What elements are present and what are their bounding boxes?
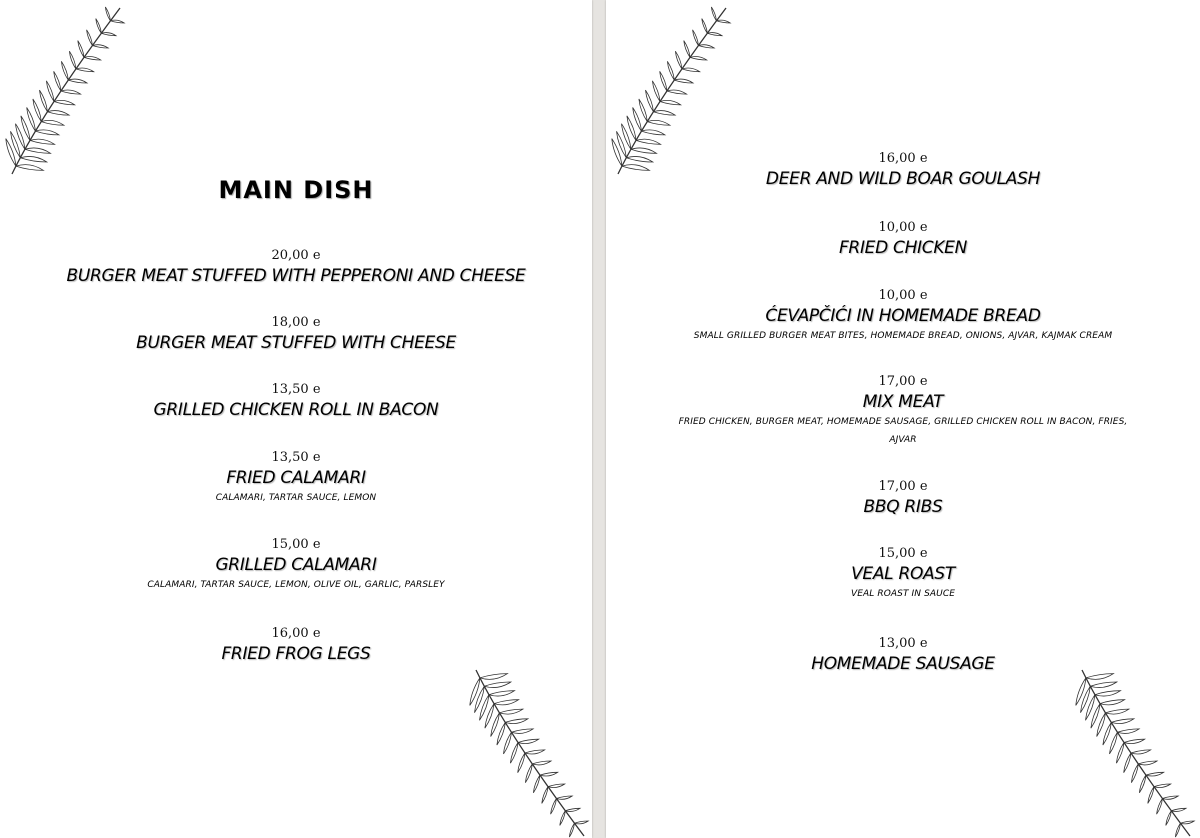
item-name: MIX MEAT — [862, 392, 944, 412]
item-description: VEAL ROAST IN SAUCE — [850, 589, 955, 599]
sprig-leaf — [61, 90, 81, 94]
sprig-leaf — [1116, 743, 1124, 764]
sprig-leaf — [1110, 732, 1118, 754]
sprig-leaf — [652, 81, 660, 102]
sprig-leaf — [636, 139, 661, 144]
sprig-leaf — [1076, 678, 1086, 706]
sprig-leaf — [1095, 691, 1121, 696]
menu-item — [606, 220, 1200, 259]
menu-page-right — [606, 0, 1200, 838]
sprig-leaf — [633, 108, 642, 132]
sprig-leaf — [61, 61, 68, 80]
sprig-leaf — [11, 131, 21, 158]
sprig-leaf — [646, 90, 654, 112]
sprig-leaf — [110, 20, 124, 23]
sprig-leaf — [92, 45, 108, 48]
sprig-leaf — [76, 68, 94, 72]
item-price: 18,00 e — [271, 315, 321, 330]
sprig-leaf — [518, 753, 525, 773]
menu-item — [606, 288, 1200, 345]
sprig-leaf — [497, 722, 505, 745]
item-price: 10,00 e — [878, 288, 928, 303]
item-name: FRIED CALAMARI — [226, 468, 366, 488]
sprig-leaf — [101, 33, 116, 36]
sprig-leaf — [518, 739, 539, 743]
sprig-leaf — [33, 99, 41, 122]
sprig-leaf — [533, 775, 540, 793]
item-price: 15,00 e — [271, 537, 321, 552]
sprig-leaf — [494, 700, 519, 705]
item-name: DEER AND WILD BOAR GOULASH — [765, 169, 1041, 189]
sprig-leaf — [47, 111, 69, 116]
menu-item — [0, 537, 592, 594]
item-price: 16,00 e — [878, 151, 928, 166]
sprig-leaf — [87, 30, 93, 46]
sprig-leaf — [1090, 682, 1117, 688]
sprig-leaf — [674, 79, 693, 83]
sprig-leaf — [30, 139, 55, 144]
menu-item — [0, 248, 592, 287]
item-price: 13,00 e — [878, 636, 928, 651]
sprig-leaf — [698, 45, 714, 48]
sprig-leaf — [1103, 722, 1111, 745]
item-price: 20,00 e — [271, 248, 321, 263]
sprig-leaf — [525, 750, 545, 754]
item-price: 13,50 e — [271, 382, 321, 397]
sprig-leaf — [1105, 709, 1129, 714]
sprig-leaf — [716, 20, 730, 23]
item-price: 13,50 e — [271, 450, 321, 465]
sprig-leaf — [667, 61, 674, 80]
sprig-leaf — [84, 56, 101, 60]
sprig-bottom-right — [466, 662, 591, 838]
sprig-leaf — [1111, 719, 1134, 724]
sprig-leaf — [660, 71, 667, 91]
sprig-leaf — [1117, 729, 1139, 734]
sprig-leaf — [1171, 808, 1186, 811]
menu-item — [0, 315, 592, 354]
sprig-leaf — [653, 111, 675, 116]
item-price: 16,00 e — [271, 626, 321, 641]
sprig-leaf — [675, 51, 682, 69]
sprig-leaf — [1139, 775, 1146, 793]
item-price: 15,00 e — [878, 546, 928, 561]
sprig-leaf — [1138, 761, 1157, 765]
item-description: FRIED CHICKEN, BURGER MEAT, HOMEMADE SAUSAGE, GRILLED CHICKEN ROLL IN BACON, FRIES, AJVAR — [678, 417, 1128, 445]
sprig-leaf — [660, 100, 681, 104]
sprig-leaf — [684, 41, 690, 58]
sprig-leaf — [470, 678, 480, 706]
sprig-leaf — [711, 7, 716, 21]
item-name: HOMEMADE SAUSAGE — [811, 654, 995, 674]
sprig-leaf — [647, 120, 670, 125]
item-name: VEAL ROAST — [851, 564, 955, 584]
menu-item — [0, 382, 592, 421]
sprig-leaf — [1162, 796, 1178, 799]
item-name: GRILLED CHICKEN ROLL IN BACON — [153, 400, 439, 420]
sprig-leaf — [1146, 772, 1164, 776]
item-description: SMALL GRILLED BURGER MEAT BITES, HOMEMADE BREAD, ONIONS, AJVAR, KAJMAK CREAM — [693, 331, 1113, 341]
sprig-leaf — [1180, 821, 1194, 824]
sprig-leaf — [707, 33, 722, 36]
item-price: 17,00 e — [878, 479, 928, 494]
sprig-leaf — [1131, 750, 1151, 754]
item-price: 10,00 e — [878, 220, 928, 235]
sprig-leaf — [46, 81, 54, 102]
sprig-top-left — [2, 2, 127, 182]
sprig-leaf — [702, 19, 708, 34]
sprig-leaf — [489, 691, 515, 696]
sprig-leaf — [540, 772, 558, 776]
menu-item — [0, 450, 592, 507]
sprig-leaf — [1124, 753, 1131, 773]
sprig-leaf — [560, 811, 566, 826]
sprig-leaf — [504, 732, 512, 754]
item-name: BURGER MEAT STUFFED WITH PEPPERONI AND CHEESE — [66, 266, 526, 286]
sprig-leaf — [475, 686, 485, 713]
sprig-leaf — [639, 99, 647, 122]
rosemary-sprig-icon — [1072, 662, 1197, 838]
sprig-leaf — [1154, 784, 1171, 788]
item-name: FRIED FROG LEGS — [221, 644, 371, 664]
sprig-leaf — [40, 90, 48, 112]
sprig-leaf — [25, 148, 51, 153]
sprig-bottom-right — [1072, 662, 1197, 838]
sprig-leaf — [693, 30, 699, 46]
sprig-leaf — [556, 796, 572, 799]
sprig-leaf — [499, 709, 523, 714]
item-name: GRILLED CALAMARI — [215, 555, 377, 575]
item-name: BBQ RIBS — [863, 497, 943, 517]
sprig-leaf — [682, 68, 700, 72]
sprig-leaf — [1157, 799, 1163, 815]
sprig-leaf — [542, 787, 548, 804]
menu-item — [606, 636, 1200, 675]
sprig-leaf — [54, 71, 61, 91]
sprig-leaf — [27, 108, 36, 132]
menu-item — [606, 479, 1200, 518]
sprig-leaf — [54, 100, 75, 104]
sprig-leaf — [1124, 739, 1145, 743]
sprig-leaf — [16, 165, 44, 171]
sprig-leaf — [551, 799, 557, 815]
sprig-leaf — [569, 823, 574, 837]
menu-item — [606, 151, 1200, 190]
menu-item — [606, 374, 1200, 449]
section-heading: MAIN DISH — [218, 176, 374, 204]
sprig-leaf — [525, 764, 532, 783]
sprig-leaf — [532, 761, 551, 765]
sprig-leaf — [68, 79, 87, 83]
sprig-leaf — [1131, 764, 1138, 783]
sprig-leaf — [20, 156, 47, 162]
item-name: BURGER MEAT STUFFED WITH CHEESE — [136, 333, 456, 353]
sprig-leaf — [6, 139, 16, 167]
sprig-leaf — [480, 674, 508, 680]
sprig-leaf — [641, 130, 665, 135]
menu-item — [0, 626, 592, 665]
item-description: CALAMARI, TARTAR SAUCE, LEMON, OLIVE OIL, GARLIC, PARSLEY — [147, 580, 445, 590]
sprig-leaf — [78, 41, 84, 58]
item-name: ĆEVAPČIĆI IN HOMEMADE BREAD — [765, 306, 1041, 326]
sprig-leaf — [667, 90, 687, 94]
sprig-leaf — [548, 784, 565, 788]
menu-page-left — [0, 0, 592, 838]
sprig-leaf — [1081, 686, 1091, 713]
sprig-leaf — [484, 682, 511, 688]
sprig-leaf — [565, 808, 580, 811]
sprig-leaf — [1175, 823, 1180, 837]
sprig-leaf — [1148, 787, 1154, 804]
sprig-leaf — [96, 19, 102, 34]
sprig-leaf — [1097, 713, 1106, 737]
rosemary-sprig-icon — [466, 662, 591, 838]
menu-item — [606, 546, 1200, 603]
sprig-leaf — [491, 713, 500, 737]
item-name: FRIED CHICKEN — [838, 238, 968, 258]
sprig-leaf — [69, 51, 76, 69]
sprig-leaf — [511, 729, 533, 734]
item-description: CALAMARI, TARTAR SAUCE, LEMON — [215, 493, 377, 503]
sprig-leaf — [510, 743, 518, 764]
sprig-leaf — [35, 130, 59, 135]
item-price: 17,00 e — [878, 374, 928, 389]
sprig-leaf — [690, 56, 707, 60]
sprig-leaf — [505, 719, 528, 724]
rosemary-sprig-icon — [2, 2, 127, 182]
sprig-leaf — [41, 120, 64, 125]
sprig-leaf — [1100, 700, 1125, 705]
sprig-leaf — [105, 7, 110, 21]
sprig-leaf — [1166, 811, 1172, 826]
sprig-leaf — [574, 821, 588, 824]
